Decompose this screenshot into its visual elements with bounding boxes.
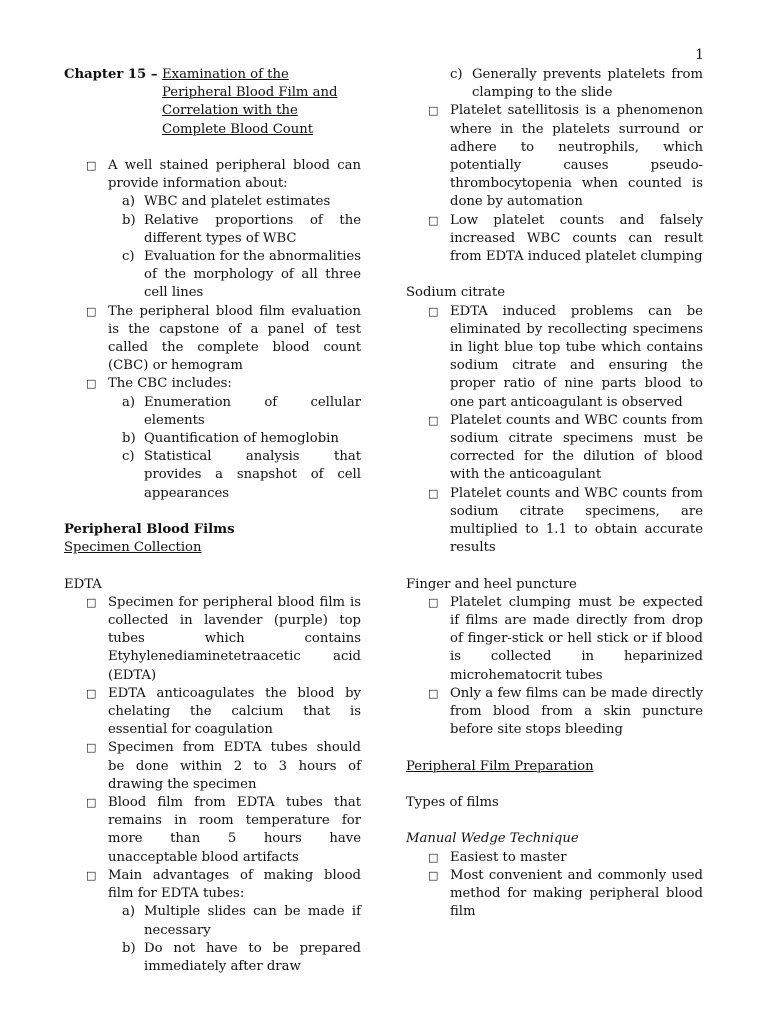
left-column [64, 66, 361, 976]
subsection-title: Specimen Collection [64, 540, 202, 556]
list-item: □ EDTA induced problems can be eliminated by recollecting specimens in light blue top tube which contains sodium citrate and ensuring the proper ratio of nine parts blood to one part anticoagulant is observed [406, 303, 703, 412]
checkbox-bullet-icon: □ [86, 741, 97, 755]
checkbox-bullet-icon: □ [86, 686, 97, 700]
sub-item: c) Statistical analysis that provides a snapshot of cell appearances [122, 449, 361, 501]
list-item: □ Easiest to master [406, 849, 703, 867]
checkbox-bullet-icon: □ [86, 159, 97, 172]
checkbox-bullet-icon: □ [428, 213, 439, 227]
checkbox-bullet-icon: □ [428, 868, 439, 882]
sub-item: a) WBC and platelet estimates [122, 194, 331, 210]
checkbox-bullet-icon: □ [428, 413, 439, 427]
chapter-label: Chapter 15 – [64, 67, 162, 82]
list-item: □ Only a few films can be made directly from blood from a skin puncture before site stops bleeding [406, 685, 703, 740]
list-item: □ Blood film from EDTA tubes that remains in room temperature for more than 5 hours have unacceptable blood artifacts [64, 794, 361, 867]
sodium-citrate-heading: Sodium citrate [406, 285, 505, 301]
section-title: Peripheral Blood Films [64, 522, 235, 538]
list-item: □ Platelet counts and WBC counts from sodium citrate specimens must be corrected for the dilution of blood with the anticoagulant [406, 412, 703, 485]
checkbox-bullet-icon: □ [86, 304, 97, 318]
checkbox-bullet-icon: □ [86, 868, 97, 882]
right-column [406, 66, 703, 921]
edta-heading: EDTA [64, 576, 102, 592]
checkbox-bullet-icon: □ [428, 686, 439, 700]
list-item: □ A well stained peripheral blood can provide information about: [64, 157, 361, 193]
list-item: □ The CBC includes: [64, 375, 361, 393]
checkbox-bullet-icon: □ [428, 486, 439, 500]
film-prep-heading: Peripheral Film Preparation [406, 758, 594, 774]
sub-item: b) Relative proportions of the different types of WBC [122, 212, 361, 246]
list-item: □ Platelet clumping must be expected if films are made directly from drop of finger-stick or hell stick or if blood is collected in heparinized microhematocrit tubes [406, 594, 703, 685]
checkbox-bullet-icon: □ [86, 595, 97, 609]
list-item: □ Platelet counts and WBC counts from sodium citrate specimens, are multiplied to 1.1 to obtain accurate results [406, 485, 703, 558]
chapter-heading [64, 66, 361, 139]
sub-item: a) Enumeration of cellular elements [122, 394, 361, 428]
types-of-films: Types of films [406, 795, 499, 811]
list-item: □ Main advantages of making blood film for EDTA tubes: [64, 867, 361, 903]
checkbox-bullet-icon: □ [86, 796, 97, 810]
checkbox-bullet-icon: □ [428, 850, 439, 864]
page-number: 1 [695, 47, 704, 63]
list-item: □ Platelet satellitosis is a phenomenon where in the platelets surround or adhere to neutrophils, which potentially causes pseudo-thrombocytopenia when counted is done by automation [406, 102, 703, 211]
finger-heel-heading: Finger and heel puncture [406, 576, 577, 592]
sub-item: b) Do not have to be prepared immediately after draw [122, 940, 361, 974]
list-item: □ The peripheral blood film evaluation is the capstone of a panel of test called the complete blood count (CBC) or hemogram [64, 303, 361, 376]
checkbox-bullet-icon: □ [86, 377, 97, 391]
list-item: □ EDTA anticoagulates the blood by chelating the calcium that is essential for coagulation [64, 685, 361, 740]
checkbox-bullet-icon: □ [428, 595, 439, 609]
sub-item: c) Generally prevents platelets from clamping to the slide [450, 67, 703, 101]
list-item: □ Most convenient and commonly used method for making peripheral blood film [406, 867, 703, 922]
list-item: □ Specimen from EDTA tubes should be done within 2 to 3 hours of drawing the specimen [64, 739, 361, 794]
list-item: □ Specimen for peripheral blood film is collected in lavender (purple) top tubes which contains Etyhylenediaminetetraacetic acid (EDTA) [64, 594, 361, 685]
chapter-title: Examination of the Peripheral Blood Film and Correlation with the Complete Blood Count [162, 67, 338, 137]
sub-item: c) Evaluation for the abnormalities of the morphology of all three cell lines [122, 249, 361, 301]
sub-item: b) Quantification of hemoglobin [122, 431, 339, 447]
sub-item: a) Multiple slides can be made if necessary [122, 904, 361, 938]
checkbox-bullet-icon: □ [428, 304, 439, 318]
manual-wedge-heading: Manual Wedge Technique [406, 831, 579, 847]
checkbox-bullet-icon: □ [428, 104, 439, 118]
list-item: □ Low platelet counts and falsely increased WBC counts can result from EDTA induced platelet clumping [406, 212, 703, 267]
